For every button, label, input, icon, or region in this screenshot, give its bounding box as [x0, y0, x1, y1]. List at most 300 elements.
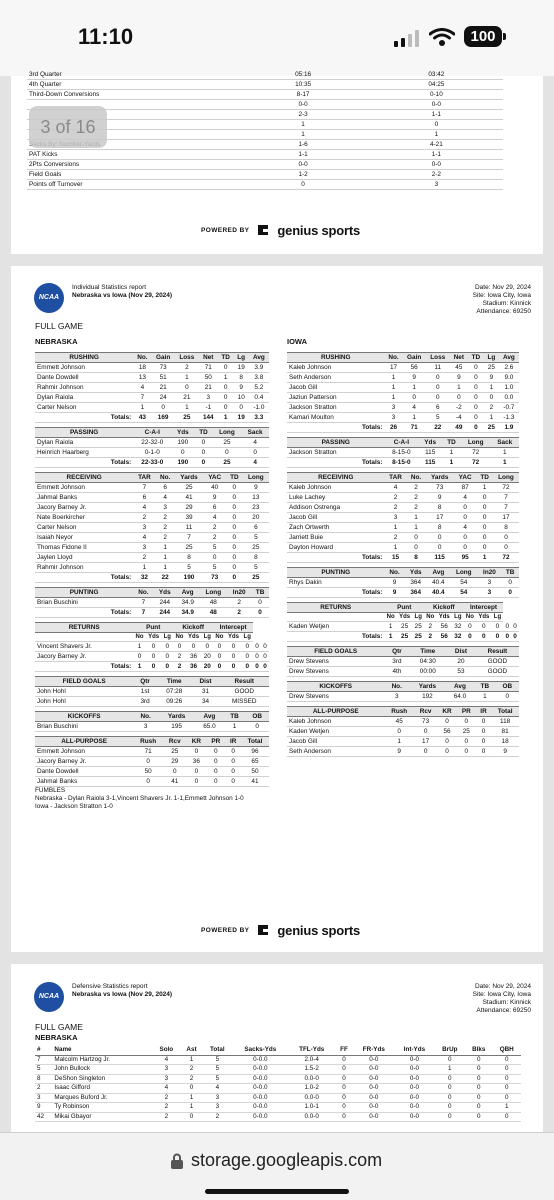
cell: 0 [434, 1084, 465, 1094]
cell: 0 [484, 393, 499, 403]
iowa-stats-column [287, 352, 519, 761]
defensive-row [35, 1093, 521, 1103]
cell: 0 [226, 483, 243, 493]
cell: 1 [384, 737, 414, 747]
cell: 13 [243, 493, 269, 503]
cell: 04:25 [370, 80, 503, 90]
cell: RECEIVING [287, 473, 384, 483]
cell: 4 [241, 458, 269, 468]
cell: 41 [163, 777, 186, 787]
cell: 3 [152, 1074, 180, 1084]
kickoffs-header [35, 712, 269, 722]
cell: 0-0 [353, 1093, 394, 1103]
team-stat-row [27, 90, 503, 100]
cell: Lg [484, 353, 499, 363]
kickoffs-table [287, 681, 519, 702]
cell: Kaleb Johnson [287, 363, 384, 373]
cell: 54 [450, 578, 478, 588]
field-goals-table [287, 646, 519, 677]
cell: TB [501, 568, 519, 578]
clock: 11:10 [78, 24, 134, 49]
cell: 0-0 [236, 160, 369, 170]
cell: 2 [384, 503, 406, 513]
cell: PAT Kicks [27, 150, 236, 160]
cell: 0 [335, 1103, 353, 1113]
cell: 0 [186, 642, 202, 652]
cell: RECEIVING [35, 473, 133, 483]
cell: 2 [35, 1084, 52, 1094]
cell: 8-17 [236, 90, 369, 100]
battery-cap [503, 33, 506, 40]
cell: YAC [454, 473, 476, 483]
cell: Ty Robinson [52, 1103, 152, 1113]
cell: 1 [403, 383, 426, 393]
cell: Isaiah Neyor [35, 533, 133, 543]
cell: 5 [203, 563, 226, 573]
cell: Gain [152, 353, 175, 363]
cell: 9 [403, 373, 426, 383]
cell: Avg [195, 712, 224, 722]
cell: 0 [434, 1055, 465, 1065]
cell: 0 [384, 727, 414, 737]
all-purpose-row [35, 747, 269, 757]
cell: 2 [152, 1112, 180, 1122]
cell: 36 [186, 662, 202, 672]
cell: 0-0 [394, 1065, 434, 1075]
cell: 71 [199, 363, 218, 373]
cell: 1.0 [499, 383, 519, 393]
cell: RUSHING [287, 353, 384, 363]
cell: 115 [418, 458, 442, 468]
cell: 9 [384, 588, 404, 598]
passing-row [35, 448, 269, 458]
cell: 8 [175, 553, 204, 563]
cell: ALL-PURPOSE [287, 707, 384, 717]
cell: 0 [426, 383, 450, 393]
cell: FF [335, 1046, 353, 1055]
cell: 56 [436, 632, 452, 642]
cell: Rcv [163, 737, 186, 747]
cell: 36 [187, 757, 207, 767]
receiving-row [35, 543, 269, 553]
cell: -0.7 [499, 403, 519, 413]
cell: Luke Lachey [287, 493, 384, 503]
cell: 144 [199, 413, 218, 423]
cell: 0 [468, 423, 484, 433]
url-text[interactable]: storage.googleapis.com [191, 1150, 383, 1170]
cell: 34 [192, 697, 220, 707]
cell: 0 [476, 523, 493, 533]
cell: 6 [243, 523, 269, 533]
receiving-total [287, 553, 519, 563]
cell: 1 [434, 1065, 465, 1075]
cell: 190 [171, 438, 194, 448]
cell: 95 [454, 553, 476, 563]
cell: 0 [492, 1093, 521, 1103]
cell: 244 [154, 598, 176, 608]
cell: 2 [203, 523, 226, 533]
cell: 5.2 [249, 383, 269, 393]
cell: 8 [35, 1074, 52, 1084]
cell: TB [224, 712, 246, 722]
cell: 4th [384, 667, 409, 677]
cell: Rush [133, 737, 163, 747]
cell: No. [133, 353, 151, 363]
cell: 03:42 [370, 70, 503, 80]
cell: 25 [484, 363, 499, 373]
cell: Net [450, 353, 468, 363]
report-meta: Date: Nov 29, 2024 Site: Iowa City, Iowa Stadium: Kinnick Attendance: 69250 [472, 983, 531, 1014]
cell: 0 [203, 553, 226, 563]
cell: 48 [199, 598, 227, 608]
receiving-row [35, 533, 269, 543]
passing-header [35, 428, 269, 438]
cell: Avg [249, 353, 269, 363]
kickoffs-row [287, 692, 519, 702]
cell: John Hohl [35, 687, 133, 697]
cell: RUSHING [35, 353, 133, 363]
cell: Long [461, 438, 491, 448]
receiving-row [287, 493, 519, 503]
cell: 25 [484, 423, 499, 433]
field-goals-row [35, 687, 269, 697]
cell: TD [218, 353, 234, 363]
cell: 40 [203, 483, 226, 493]
cell: Sacks-Yds [232, 1046, 289, 1055]
report-meta: Date: Nov 29, 2024 Site: Iowa City, Iowa Stadium: Kinnick Attendance: 69250 [472, 284, 531, 315]
cell: 1-1 [370, 110, 503, 120]
cell: 0 [457, 737, 476, 747]
cell: Totals: [35, 573, 133, 583]
cell: 1 [476, 483, 493, 493]
rushing-row [35, 383, 269, 393]
cell: 25 [457, 727, 476, 737]
cell: 1 [450, 383, 468, 393]
cell: 0 [476, 493, 493, 503]
cell: In20 [227, 588, 251, 598]
cell: 5 [243, 563, 269, 573]
cell: FR-Yds [353, 1046, 394, 1055]
cell: 0 [218, 403, 234, 413]
cell: 0 [511, 632, 519, 642]
cell: Jarriett Buie [287, 533, 384, 543]
cell: 7 [133, 393, 151, 403]
cell: Yards [409, 682, 446, 692]
cell: 0-0 [353, 1103, 394, 1113]
cell: No. [133, 712, 158, 722]
cell: Lg [241, 633, 253, 642]
cell: 22-33-0 [133, 458, 171, 468]
cell: Brian Buschini [35, 722, 133, 732]
cell: 1-6 [236, 140, 369, 150]
cell: 3 [203, 1093, 232, 1103]
cell: 3.3 [249, 413, 269, 423]
returns-row [35, 642, 269, 652]
cell: 0 [492, 1065, 521, 1075]
cell: 0 [201, 642, 213, 652]
cell: 23 [243, 503, 269, 513]
team-stat-row [27, 150, 503, 160]
cell: 0-1-0 [133, 448, 171, 458]
cell: Rahmir Johnson [35, 383, 133, 393]
team-name-nebraska: NEBRASKA [35, 337, 78, 346]
cell: 56 [436, 622, 452, 632]
cell: 0-0 [394, 1093, 434, 1103]
cell: Dayton Howard [287, 543, 384, 553]
cell: 9 [243, 483, 269, 493]
rushing-row [287, 383, 519, 393]
cell: 9 [384, 578, 404, 588]
page-indicator: 3 of 16 [29, 106, 107, 148]
cell: 0 [213, 642, 226, 652]
cell: 2 [152, 1093, 180, 1103]
cell: PASSING [287, 438, 384, 448]
cell: KR [437, 707, 457, 717]
rushing-table [35, 352, 269, 423]
cell: 3.9 [249, 363, 269, 373]
cell: 32 [452, 622, 464, 632]
cell: 0 [465, 1065, 492, 1075]
cell: Kaleb Johnson [287, 483, 384, 493]
cell: 7 [175, 533, 204, 543]
cell: Lg [412, 613, 424, 622]
cell: 0 [226, 493, 243, 503]
cell: 73 [203, 573, 226, 583]
returns-total [287, 632, 519, 642]
cell: 4th Quarter [27, 80, 236, 90]
cell: In20 [478, 568, 502, 578]
cell: Seth Anderson [287, 747, 384, 757]
cell: 9 [426, 493, 454, 503]
cell: 0 [146, 652, 162, 662]
cell: Qtr [133, 677, 157, 687]
cell: 0-0 [353, 1074, 394, 1084]
cell: Punt [384, 603, 424, 613]
cell: 0 [241, 642, 253, 652]
cell: 3 [203, 1103, 232, 1113]
cell: 0 [468, 403, 484, 413]
cell: Drew Stevens [287, 667, 384, 677]
cell: Intercept [213, 623, 253, 633]
cell: 2 [175, 363, 199, 373]
cell: PUNTING [287, 568, 384, 578]
cell: Rcv [414, 707, 437, 717]
cell: 2-2 [370, 170, 503, 180]
cell: 0 [476, 747, 491, 757]
cell: OB [245, 712, 269, 722]
cell: 115 [418, 448, 442, 458]
cell: 0 [493, 533, 519, 543]
cell: 4 [454, 523, 476, 533]
cell: 0 [476, 717, 491, 727]
cell: 0 [335, 1084, 353, 1094]
cell: 1-1 [370, 150, 503, 160]
cell: 3 [152, 1065, 180, 1075]
rushing-table [287, 352, 519, 433]
cell: 21 [152, 383, 175, 393]
lock-icon [170, 1153, 184, 1170]
pdf-page-defensive-stats [11, 964, 543, 1144]
cell: 0 [335, 1065, 353, 1075]
cell: 1.5-2 [289, 1065, 335, 1075]
cell: 2.6 [499, 363, 519, 373]
cell: TFL-Yds [289, 1046, 335, 1055]
field-goals-row [35, 697, 269, 707]
cell: 0 [218, 363, 234, 373]
cell: Marques Buford Jr. [52, 1093, 152, 1103]
cell: No [464, 613, 476, 622]
cell: Emmett Johnson [35, 363, 133, 373]
cell: 0-0 [394, 1074, 434, 1084]
cell: TB [251, 588, 269, 598]
cell: 1.0-2 [289, 1084, 335, 1094]
cell: 0 [426, 543, 454, 553]
cell: Avg [446, 682, 474, 692]
cell: RETURNS [287, 603, 384, 613]
receiving-table [35, 472, 269, 583]
receiving-row [35, 523, 269, 533]
cell: 8 [493, 523, 519, 533]
cell: Jackson Stratton [287, 448, 384, 458]
cell: 2 [384, 533, 406, 543]
cell: 8 [234, 373, 249, 383]
cell: IR [476, 707, 491, 717]
cell: 0 [241, 662, 253, 672]
cell: 3rd [133, 697, 157, 707]
cell: 0-0 [394, 1055, 434, 1065]
cell: 2 [203, 1112, 232, 1122]
cell: 5 [203, 543, 226, 553]
cell: 1 [474, 692, 496, 702]
cell: 05:16 [236, 70, 369, 80]
cell: Totals: [35, 662, 133, 672]
cell: 72 [493, 483, 519, 493]
cell: 13 [133, 373, 151, 383]
cell: 19 [234, 363, 249, 373]
cell: Dist [446, 647, 476, 657]
cell: 0-0.0 [232, 1112, 289, 1122]
cell: Totals: [287, 423, 384, 433]
field-goals-header [287, 647, 519, 657]
cell: 1-1 [236, 150, 369, 160]
cell: 2 [407, 493, 426, 503]
cell: 0 [454, 503, 476, 513]
cell: 25 [243, 543, 269, 553]
cell: RETURNS [35, 623, 133, 633]
cell: 0 [253, 652, 261, 662]
cell: 25 [175, 483, 204, 493]
cell: 2 [424, 632, 436, 642]
team-stat-row [27, 80, 503, 90]
cell: 192 [409, 692, 446, 702]
cell: 50 [241, 767, 269, 777]
cell: 9 [234, 383, 249, 393]
cell: DeShon Singleton [52, 1074, 152, 1084]
cell: 0 [492, 1112, 521, 1122]
cell: 25 [175, 413, 199, 423]
cell: 0.0-0 [289, 1093, 335, 1103]
cell: Yds [476, 613, 492, 622]
cell: 4-21 [370, 140, 503, 150]
punting-total [287, 588, 519, 598]
section-label: FULL GAME [35, 1022, 83, 1032]
cell: 56 [403, 363, 426, 373]
cell: KR [187, 737, 207, 747]
cell: 4 [156, 493, 175, 503]
team-stat-row [27, 70, 503, 80]
cell: Yds [418, 438, 442, 448]
cell: Total [203, 1046, 232, 1055]
cell: 0 [501, 578, 519, 588]
cell: Yds [154, 588, 176, 598]
cell: KICKOFFS [35, 712, 133, 722]
kickoffs-row [35, 722, 269, 732]
powered-by: POWERED BY genius sports [201, 922, 361, 938]
cell: 0 [426, 533, 454, 543]
defensive-row [35, 1084, 521, 1094]
receiving-row [35, 553, 269, 563]
cell: 1 [384, 373, 402, 383]
cell: 0 [465, 1074, 492, 1084]
cell: 51 [152, 373, 175, 383]
returns-subheader [287, 613, 519, 622]
rushing-row [35, 363, 269, 373]
cell: 3 [370, 180, 503, 190]
all-purpose-header [287, 707, 519, 717]
cell: Yds [186, 633, 202, 642]
cell: 0 [492, 1084, 521, 1094]
cell: 7 [493, 503, 519, 513]
team-stat-row [27, 180, 503, 190]
rushing-row [287, 363, 519, 373]
cell: 17 [384, 363, 402, 373]
all-purpose-header [35, 737, 269, 747]
cell: 0 [465, 1093, 492, 1103]
cell: 8-15-0 [384, 448, 418, 458]
cell: 1 [236, 120, 369, 130]
cell: 0.0-0 [289, 1112, 335, 1122]
cell: 2 [156, 533, 175, 543]
cell: 53 [446, 667, 476, 677]
passing-table [287, 437, 519, 468]
cell: Dante Dowdell [35, 767, 133, 777]
genius-sports-logo-icon [255, 222, 271, 238]
cell: 22-32-0 [133, 438, 171, 448]
cell: 0-0 [236, 100, 369, 110]
cell: 364 [405, 578, 427, 588]
rushing-row [287, 413, 519, 423]
cell: 32 [452, 632, 464, 642]
cell: Kaden Wetjen [287, 727, 384, 737]
cell: 118 [491, 717, 519, 727]
cell: Jacob Gill [287, 737, 384, 747]
cell: 0 [161, 642, 173, 652]
cell: 25 [397, 632, 413, 642]
cell: -1.0 [249, 403, 269, 413]
cell: 0 [194, 438, 212, 448]
cell: 11 [426, 363, 450, 373]
cell: 1 [218, 373, 234, 383]
all-purpose-table [35, 736, 269, 787]
cell: 3.8 [249, 373, 269, 383]
cell: 0 [236, 180, 369, 190]
home-indicator[interactable] [205, 1189, 349, 1194]
cell: Jacob Gill [287, 383, 384, 393]
punting-table [287, 567, 519, 598]
cell: 0-0 [353, 1084, 394, 1094]
cell: 07:28 [157, 687, 192, 697]
cell: 41 [175, 493, 204, 503]
